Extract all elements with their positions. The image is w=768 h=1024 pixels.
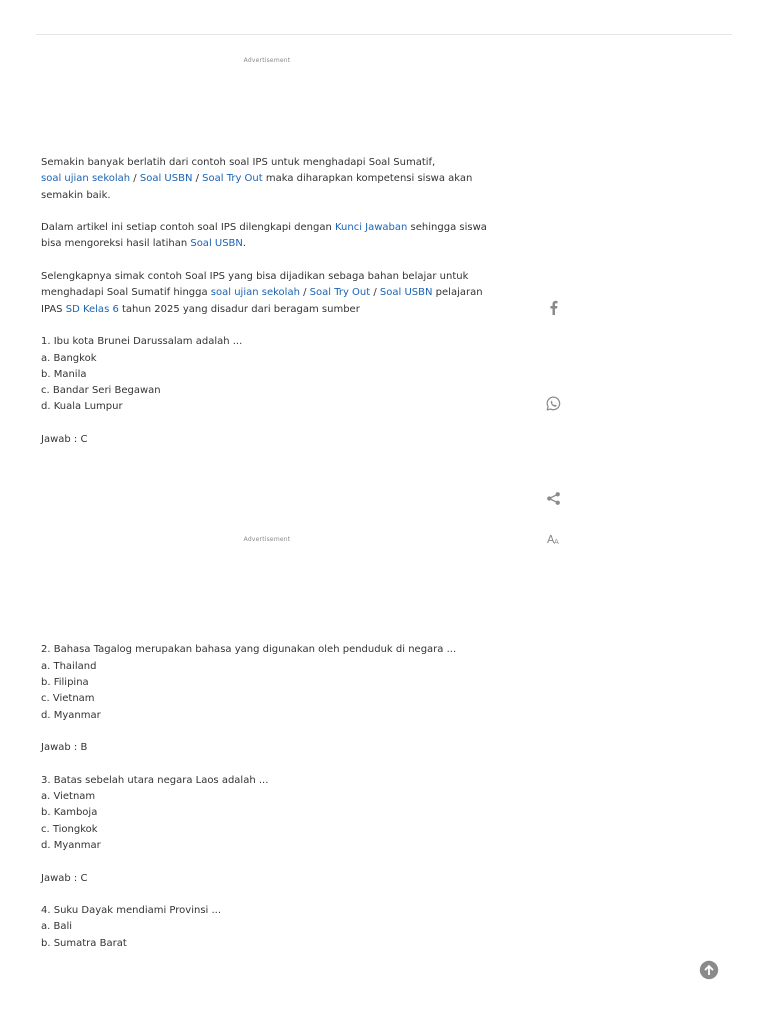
advertisement-label: Advertisement	[243, 536, 291, 544]
answer-text: Jawab : C	[41, 872, 88, 884]
option-item: a. Bali	[41, 921, 73, 933]
font-size-icon[interactable]	[543, 531, 563, 551]
article-body	[41, 155, 501, 952]
link-soal-try-out[interactable]: Soal Try Out	[309, 287, 371, 299]
question-block-2	[41, 642, 501, 756]
advertisement-slot[interactable]	[41, 540, 501, 642]
link-soal-usbn[interactable]: Soal USBN	[379, 287, 433, 299]
arrow-up-circle-icon	[699, 960, 719, 980]
question-text: 1. Ibu kota Brunei Darussalam adalah ...	[41, 336, 243, 348]
question-block-3	[41, 773, 501, 887]
option-item: b. Manila	[41, 368, 87, 380]
option-item: b. Filipina	[41, 676, 89, 688]
question-block-1	[41, 334, 501, 448]
option-item: d. Kuala Lumpur	[41, 401, 123, 413]
link-soal-usbn[interactable]: Soal USBN	[139, 173, 193, 185]
option-item: a. Vietnam	[41, 791, 96, 803]
top-divider	[36, 34, 732, 35]
intro-paragraph-2: Dalam artikel ini setiap contoh soal IPS dilengkapi dengan Kunci Jawaban sehingga siswa bisa mengoreksi hasil latihan Soal USBN.	[41, 222, 487, 250]
font-size-large-glyph: A	[547, 533, 555, 546]
intro-paragraph-1: Semakin banyak berlatih dari contoh soal IPS untuk menghadapi Soal Sumatif, soal ujian sekolah / Soal USBN / Soal Try Out maka diharapkan kompetensi siswa akan semakin baik.	[41, 157, 473, 201]
advertisement-slot[interactable]	[42, 448, 492, 540]
advertisement-slot[interactable]	[42, 66, 492, 148]
link-soal-ujian-sekolah[interactable]: soal ujian sekolah	[210, 287, 300, 299]
link-soal-usbn[interactable]: Soal USBN	[190, 238, 243, 250]
option-item: d. Myanmar	[41, 709, 101, 721]
link-soal-ujian-sekolah[interactable]: soal ujian sekolah	[41, 173, 131, 185]
answer-text: Jawab : C	[41, 434, 88, 446]
option-item: a. Bangkok	[41, 352, 97, 364]
advertisement-label: Advertisement	[243, 57, 291, 64]
scroll-to-top-button[interactable]	[699, 960, 719, 980]
facebook-icon[interactable]	[543, 297, 563, 317]
whatsapp-icon[interactable]	[543, 393, 563, 413]
question-block-4	[41, 903, 501, 952]
link-sd-kelas-6[interactable]: SD Kelas 6	[65, 303, 119, 315]
facebook-glyph	[549, 300, 558, 315]
option-item: c. Vietnam	[41, 693, 95, 705]
option-item: c. Bandar Seri Begawan	[41, 385, 161, 397]
question-text: 2. Bahasa Tagalog merupakan bahasa yang digunakan oleh penduduk di negara ...	[41, 644, 457, 656]
share-icon[interactable]	[543, 488, 563, 508]
question-text: 3. Batas sebelah utara negara Laos adalah ...	[41, 774, 269, 786]
question-text: 4. Suku Dayak mendiami Provinsi ...	[41, 905, 222, 917]
link-soal-try-out[interactable]: Soal Try Out	[202, 173, 263, 185]
option-item: b. Kamboja	[41, 807, 98, 819]
font-size-small-glyph: A	[554, 538, 559, 546]
answer-text: Jawab : B	[41, 742, 88, 754]
option-item: b. Sumatra Barat	[41, 937, 127, 949]
link-kunci-jawaban[interactable]: Kunci Jawaban	[334, 222, 408, 234]
intro-paragraph-3: Selengkapnya simak contoh Soal IPS yang bisa dijadikan sebaga bahan belajar untuk menghadapi Soal Sumatif hingga soal ujian sekolah / Soal Try Out / Soal USBN pelajaran IPAS SD Kelas 6 tahun 2025 yang disadur dari beragam sumber	[41, 271, 483, 315]
option-item: d. Myanmar	[41, 839, 101, 851]
option-item: a. Thailand	[41, 660, 97, 672]
whatsapp-glyph	[546, 396, 561, 411]
option-item: c. Tiongkok	[41, 823, 98, 835]
share-glyph	[546, 491, 561, 506]
